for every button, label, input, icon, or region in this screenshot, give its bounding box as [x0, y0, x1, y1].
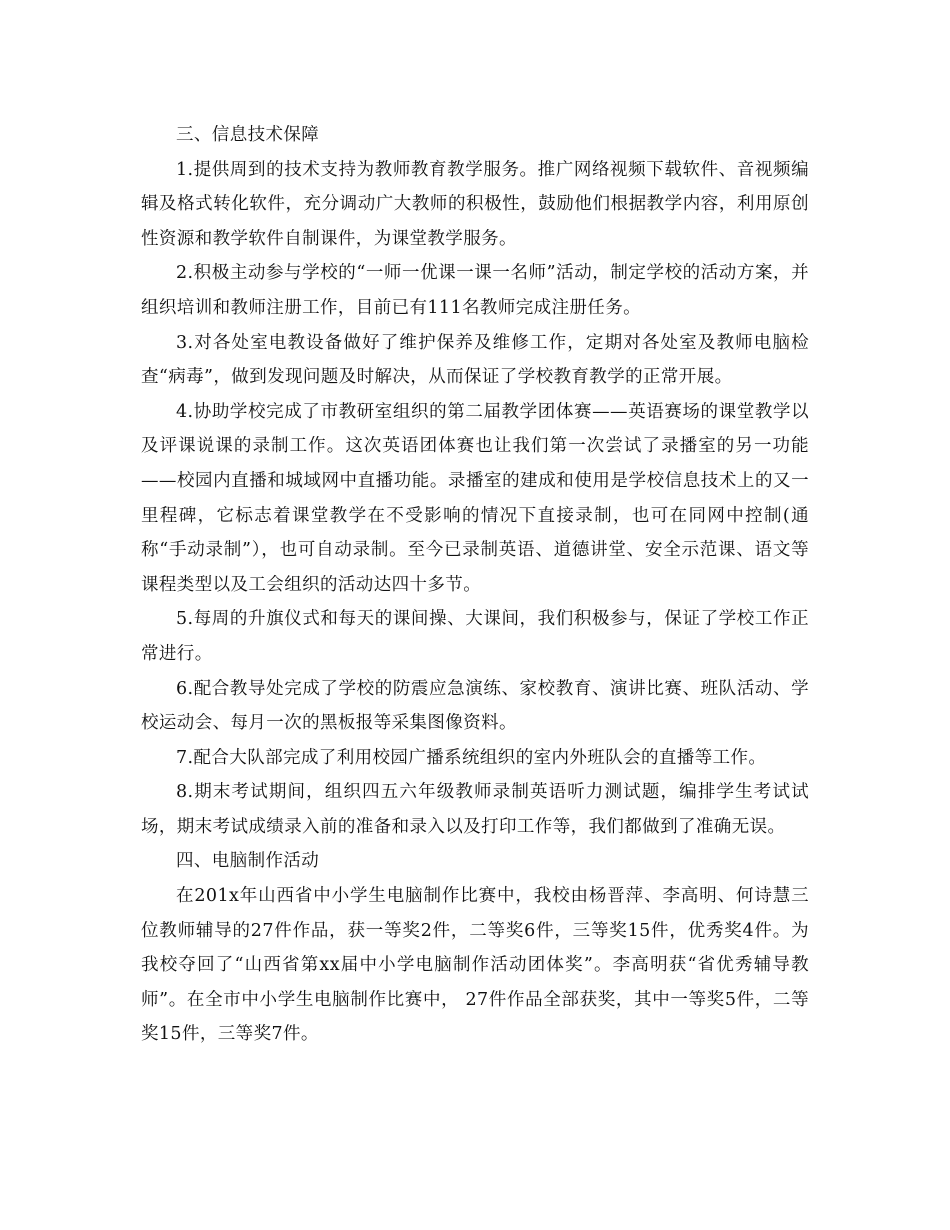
paragraph-3-4: 4.协助学校完成了市教研室组织的第二届教学团体赛——英语赛场的课堂教学以及评课说课的录制工作。这次英语团体赛也让我们第一次尝试了录播室的另一功能——校园内直播和城域网中直播功能。录播室的建成和使用是学校信息技术上的又一里程碑，它标志着课堂教学在不受影响的情况下直接录制，也可在同网中控制(通称“手动录制”），也可自动录制。至今已录制英语、道德讲堂、安全示范课、语文等课程类型以及工会组织的活动达四十多节。: [141, 401, 809, 595]
paragraph-3-6: 6.配合教导处完成了学校的防震应急演练、家校教育、演讲比赛、班队活动、学校运动会、每月一次的黑板报等采集图像资料。: [141, 678, 809, 734]
section-heading-4: 四、电脑制作活动: [176, 851, 320, 872]
document-body: [141, 118, 809, 1052]
paragraph-3-2: 2.积极主动参与学校的“一师一优课一课一名师”活动，制定学校的活动方案，并组织培训和教师注册工作，目前已有111名教师完成注册任务。: [141, 263, 809, 318]
paragraph-3-3: 3.对各处室电教设备做好了维护保养及维修工作，定期对各处室及教师电脑检查“病毒”，做到发现问题及时解决，从而保证了学校教育教学的正常开展。: [141, 332, 809, 388]
paragraph-3-8: 8.期末考试期间，组织四五六年级教师录制英语听力测试题，编排学生考试试场，期末考试成绩录入前的准备和录入以及打印工作等，我们都做到了准确无误。: [141, 782, 809, 837]
paragraph-3-1: 1.提供周到的技术支持为教师教育教学服务。推广网络视频下载软件、音视频编辑及格式转化软件，充分调动广大教师的积极性，鼓励他们根据教学内容，利用原创性资源和教学软件自制课件，为课堂教学服务。: [141, 159, 809, 249]
section-heading-3: 三、信息技术保障: [176, 125, 320, 145]
paragraph-4-1: 在201x年山西省中小学生电脑制作比赛中，我校由杨晋萍、李高明、何诗慧三位教师辅导的27件作品，获一等奖2件，二等奖6件，三等奖15件，优秀奖4件。为我校夺回了“山西省第xx届中小学电脑制作活动团体奖”。李高明获“省优秀辅导教师”。在全市中小学生电脑制作比赛中， 27件作品全部获奖，其中一等奖5件，二等奖15件，三等奖7件。: [141, 886, 809, 1045]
paragraph-3-7: 7.配合大队部完成了利用校园广播系统组织的室内外班队会的直播等工作。: [176, 747, 767, 768]
paragraph-3-5: 5.每周的升旗仪式和每天的课间操、大课间，我们积极参与，保证了学校工作正常进行。: [141, 609, 809, 664]
